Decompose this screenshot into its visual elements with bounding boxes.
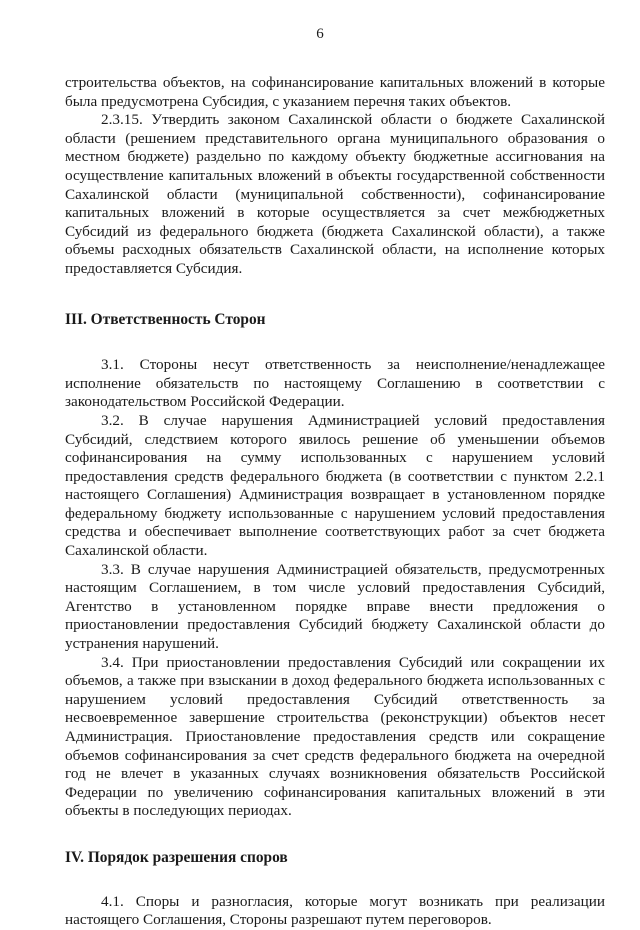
paragraph-3-4: 3.4. При приостановлении предоставления Субсидий или сокращении их объемов, а также при взыскании в доход федерального бюджета использованных с нарушением условий предоставления Субсидий ответственность за несвоевременное завершение строительства (реконструкции) объектов несет Администрация. Приостановление предоставления средств или сокращение объемов софинансирования за счет средств федерального бюджета на очередной год не влечет в указанных случаях возникновения обязательств Российской Федерации по увеличению софинансирования капитальных вложений в эти объекты в последующих периодах. (65, 653, 605, 820)
paragraph-2-3-15: 2.3.15. Утвердить законом Сахалинской области о бюджете Сахалинской области (решением представительного органа муниципального образования о местном бюджете) раздельно по каждому объекту бюджетные ассигнования на осуществление капитальных вложений в объекты государственной собственности Сахалинской области (муниципальной собственности), софинансирование капитальных вложений в которые осуществляется за счет межбюджетных Субсидий из федерального бюджета (бюджета Сахалинской области), а также объемы расходных обязательств Сахалинской области, на исполнение которых предоставляется Субсидия. (65, 111, 605, 277)
paragraph-3-2: 3.2. В случае нарушения Администрацией условий предоставления Субсидий, следствием которого явилось решение об уменьшении объемов софинансирования на сумму использованных с нарушением условий предоставления средств федерального бюджета (в соответствии с пунктом 2.2.1 настоящего Соглашения) Администрация возвращает в установленном порядке федеральному бюджету использованные с нарушением условий предоставления средства и обеспечивает выполнение соответствующих работ за счет бюджета Сахалинской области. (65, 411, 605, 560)
paragraph-4-1: 4.1. Споры и разногласия, которые могут возникать при реализации настоящего Соглашения, Стороны разрешают путем переговоров. (65, 892, 605, 929)
paragraph-3-1: 3.1. Стороны несут ответственность за неисполнение/ненадлежащее исполнение обязательств по настоящему Соглашению в соответствии с законодательством Российской Федерации. (65, 356, 605, 411)
paragraph-continuation: строительства объектов, на софинансирование капитальных вложений в которые была предусмотрена Субсидия, с указанием перечня таких объектов. (65, 74, 605, 110)
paragraph-3-3: 3.3. В случае нарушения Администрацией обязательств, предусмотренных настоящим Соглашением, в том числе условий предоставления Субсидий, Агентство в установленном порядке вправе внести предложения о приостановлении предоставления Субсидий бюджету Сахалинской области до устранения нарушений. (65, 560, 605, 653)
section-4-heading: IV. Порядок разрешения споров (65, 848, 288, 866)
section-3-heading: III. Ответственность Сторон (65, 310, 266, 328)
document-body (65, 74, 605, 930)
page-number: 6 (316, 26, 324, 42)
